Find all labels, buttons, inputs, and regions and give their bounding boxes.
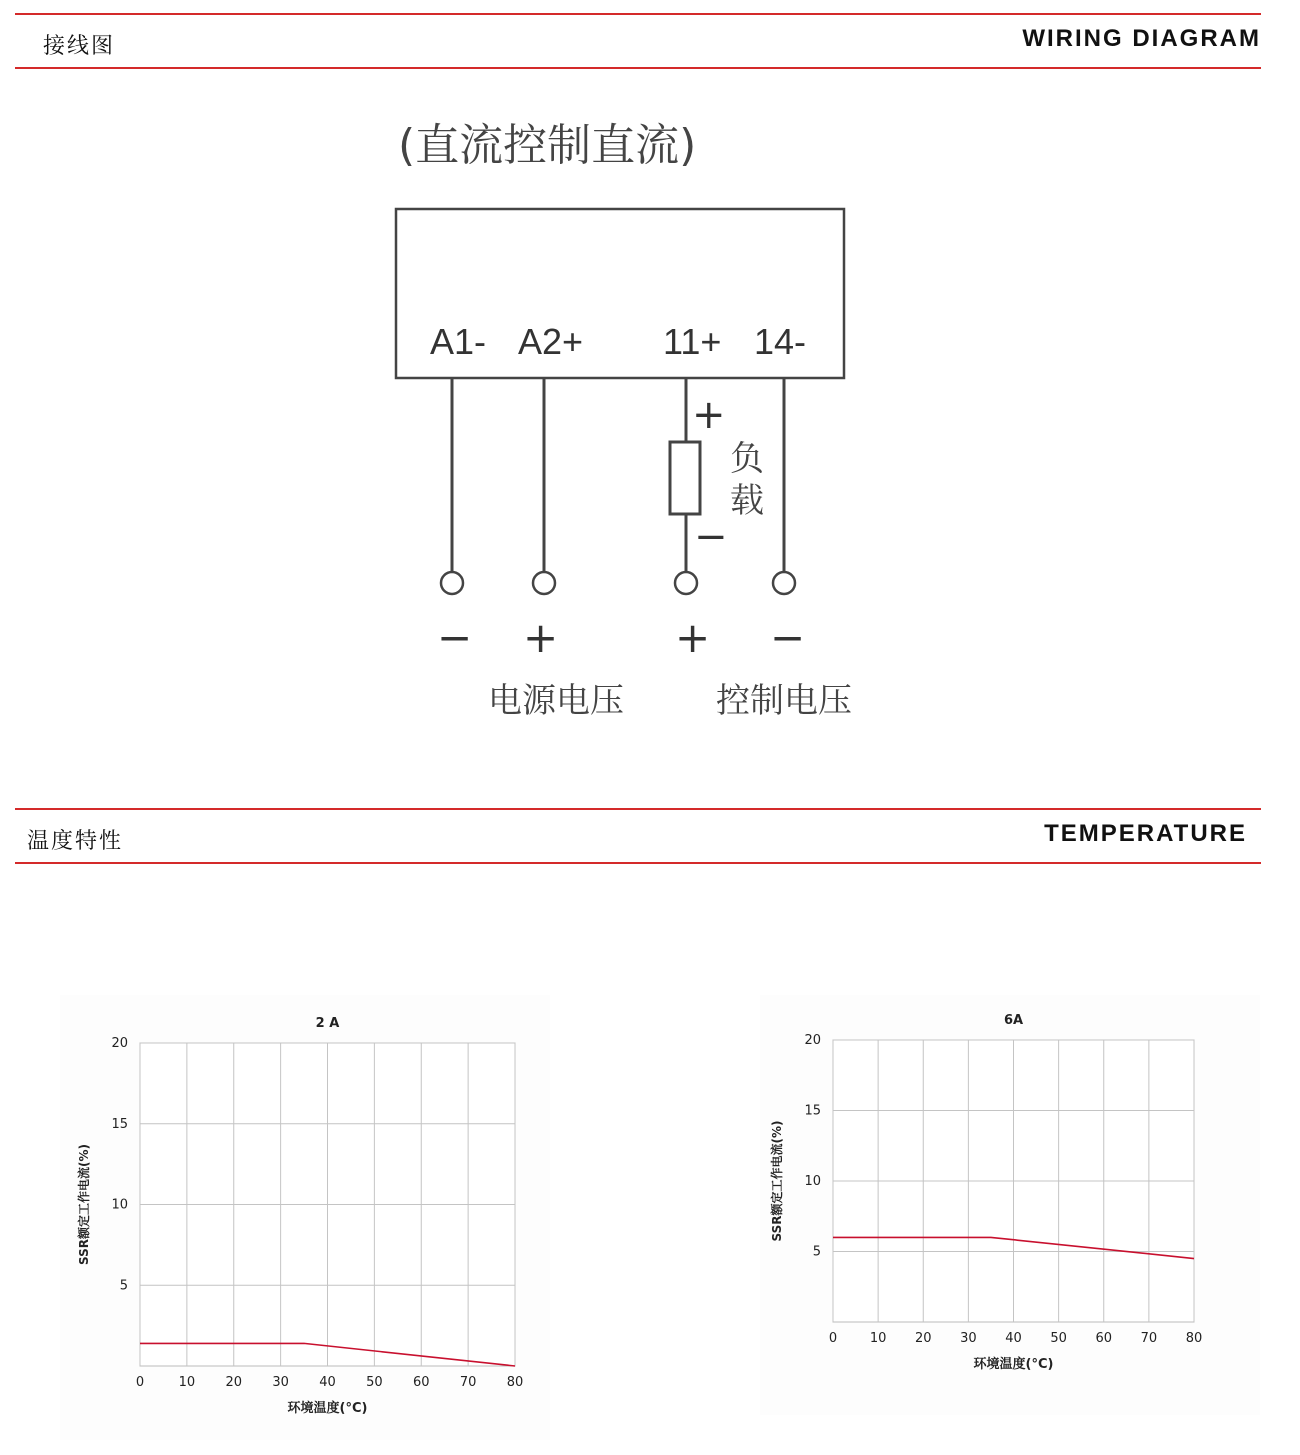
- group-label-power: 电源电压: [488, 681, 624, 721]
- x-axis-label: 环境温度(°C): [973, 1357, 1054, 1372]
- x-tick-label: 50: [366, 1375, 383, 1390]
- x-tick-label: 10: [178, 1375, 196, 1390]
- terminal-14: 14-: [754, 321, 807, 362]
- x-tick-label: 70: [1140, 1331, 1158, 1346]
- temperature-title-en: TEMPERATURE: [1044, 820, 1247, 847]
- chart-2a: [60, 995, 550, 1440]
- wiring-title-cn: 接线图: [43, 34, 116, 59]
- y-axis-label: SSR额定工作电流(%): [770, 1120, 784, 1242]
- temperature-title-cn: 温度特性: [27, 829, 124, 854]
- x-tick-label: 50: [1050, 1331, 1067, 1346]
- y-tick-label: 10: [804, 1174, 821, 1189]
- terminal-a1: A1-: [430, 321, 487, 362]
- x-axis-label: 环境温度(°C): [287, 1401, 368, 1416]
- x-tick-label: 40: [1005, 1331, 1022, 1346]
- terminal-circle-3: [675, 572, 697, 594]
- load-plus: +: [692, 392, 726, 438]
- terminal-circle-4: [773, 572, 795, 594]
- load-resistor: [670, 442, 700, 514]
- x-tick-label: 80: [506, 1375, 524, 1390]
- y-tick-label: 10: [111, 1197, 128, 1213]
- sign-3: +: [675, 613, 711, 662]
- sign-4: −: [770, 613, 806, 662]
- x-tick-label: 40: [319, 1375, 336, 1390]
- chart-6a: [760, 995, 1260, 1415]
- x-tick-label: 80: [1185, 1331, 1203, 1346]
- terminal-circle-2: [533, 572, 555, 594]
- y-tick-label: 15: [111, 1116, 128, 1132]
- terminal-circle-1: [441, 572, 463, 594]
- wiring-title-en: WIRING DIAGRAM: [1022, 25, 1261, 52]
- chart-title: 2 A: [315, 1016, 340, 1031]
- x-tick-label: 10: [869, 1331, 887, 1346]
- y-tick-label: 20: [111, 1036, 128, 1051]
- x-tick-label: 20: [225, 1375, 243, 1390]
- x-tick-label: 60: [1095, 1331, 1113, 1346]
- temperature-section-header: [15, 808, 1261, 864]
- group-label-control: 控制电压: [716, 681, 852, 721]
- y-tick-label: 5: [119, 1278, 128, 1294]
- x-tick-label: 0: [135, 1375, 145, 1390]
- load-label-2: 载: [730, 481, 764, 521]
- x-tick-label: 0: [828, 1331, 838, 1346]
- y-axis-label: SSR额定工作电流(%): [77, 1144, 91, 1265]
- terminal-11: 11+: [663, 321, 722, 362]
- x-tick-label: 60: [412, 1375, 430, 1390]
- y-tick-label: 20: [804, 1033, 821, 1048]
- x-tick-label: 70: [459, 1375, 477, 1390]
- y-tick-label: 5: [812, 1244, 821, 1260]
- wiring-subtitle: (直流控制直流): [398, 120, 697, 171]
- y-tick-label: 15: [804, 1103, 821, 1119]
- sign-1: −: [437, 613, 473, 662]
- x-tick-label: 20: [914, 1331, 932, 1346]
- sign-2: +: [523, 613, 559, 662]
- terminal-a2: A2+: [518, 321, 584, 362]
- x-tick-label: 30: [272, 1375, 289, 1390]
- load-label-1: 负: [730, 439, 764, 479]
- load-minus: −: [694, 514, 728, 560]
- chart-title: 6A: [1003, 1013, 1024, 1028]
- x-tick-label: 30: [960, 1331, 977, 1346]
